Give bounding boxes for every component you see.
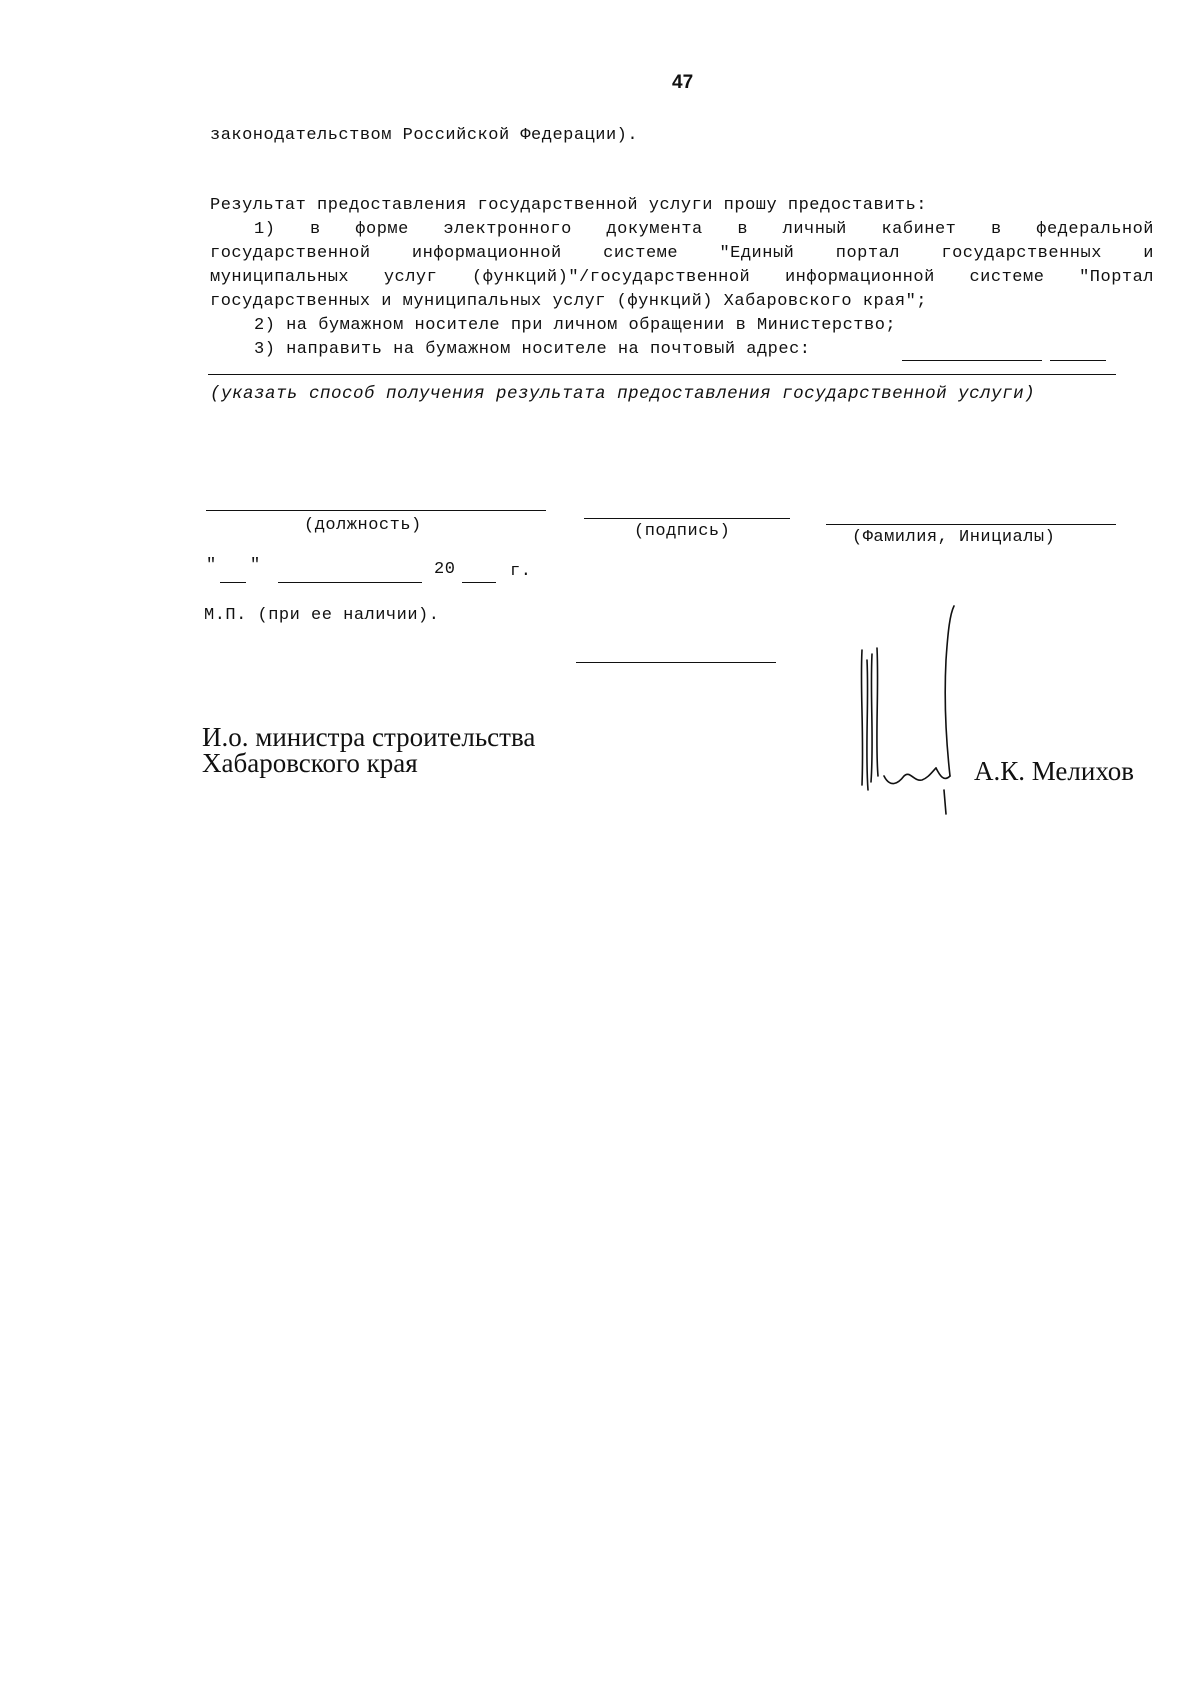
signature-line [584,518,790,519]
option-3: 3) направить на бумажном носителе на почтовый адрес: [254,340,811,359]
position-line [206,510,546,511]
date-year-blank [462,582,496,583]
date-month-blank [278,582,422,583]
method-line [208,374,1116,375]
intro-line: законодательством Российской Федерации). [210,126,639,145]
option-1-line-4: государственных и муниципальных услуг (функций) Хабаровского края"; [210,292,928,311]
option-1-line-3: муниципальных услуг (функций)"/государственной информационной системе "Портал [210,268,1154,287]
option-2: 2) на бумажном носителе при личном обращении в Министерство; [254,316,897,335]
name-line [826,524,1116,525]
address-blank-line-1 [902,360,1042,361]
signatory-title-line-2: Хабаровского края [202,748,418,778]
signatory-title-line-1: И.о. министра строительства [202,722,536,752]
date-year-suffix: г. [510,562,532,581]
method-caption: (указать способ получения результата предоставления государственной услуги) [210,384,1036,404]
date-open-quote: " [206,556,217,575]
date-day-blank [220,582,246,583]
signature-caption: (подпись) [634,522,731,541]
handwritten-signature [840,600,980,820]
date-year-prefix: 20 [434,560,456,579]
option-1-line-2: государственной информационной системе "Единый портал государственных и [210,244,1154,263]
name-caption: (Фамилия, Инициалы) [852,528,1056,547]
date-close-quote: " [250,556,261,575]
stamp-note: М.П. (при ее наличии). [204,606,440,625]
page-number: 47 [672,72,694,93]
option-1-line-1: 1) в форме электронного документа в личный кабинет в федеральной [254,220,1154,239]
signatory-name: А.К. Мелихов [974,756,1135,786]
address-blank-line-2 [1050,360,1106,361]
result-heading: Результат предоставления государственной услуги прошу предоставить: [210,196,928,215]
position-caption: (должность) [304,516,422,535]
signature-area-line [576,662,776,663]
